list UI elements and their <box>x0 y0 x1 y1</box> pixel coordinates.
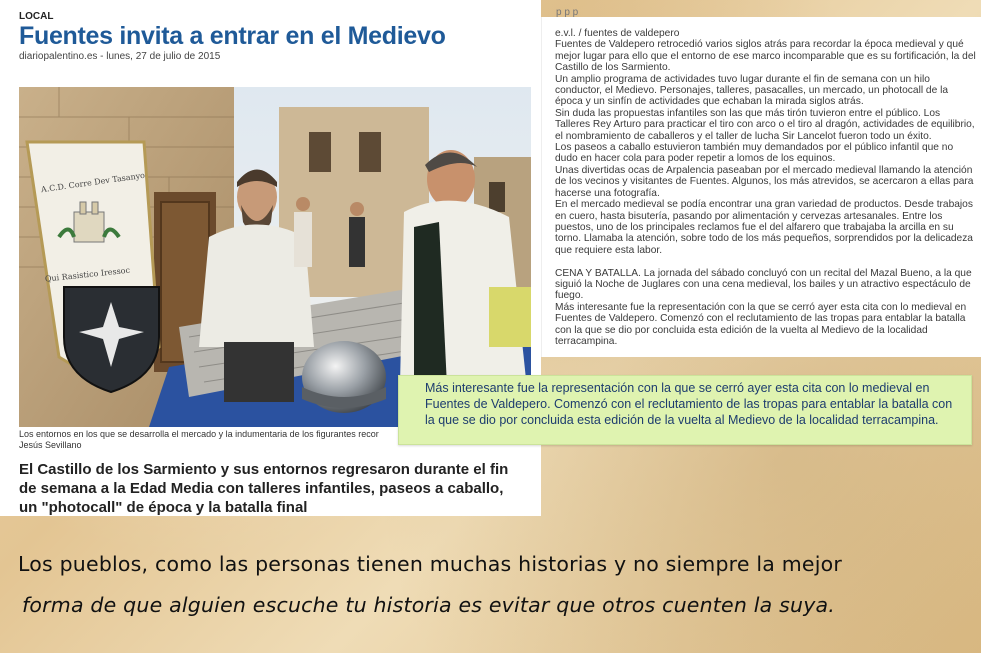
body-paragraph: e.v.l. / fuentes de valdepero <box>555 28 680 39</box>
highlighted-quote: Más interesante fue la representación con la que se cerró ayer esta cita con lo medieval en Fuentes de Valdepero. Comenzó con el reclutamiento de las tropas para entablar la batalla con la que se dio por concluida esta edición de la vuelta al Medievo de la localidad terracampina. <box>398 375 972 445</box>
body-paragraph: CENA Y BATALLA. La jornada del sábado concluyó con un recital del Mazal Bueno, a la que siguió la Noche de Juglares con una cena medieval, los bailes y un atractivo espectáculo de fuego. <box>555 267 972 302</box>
photo-caption <box>19 429 404 451</box>
banner-line-1: Los pueblos, como las personas tienen muchas historias y no siempre la mejor <box>18 552 842 576</box>
banner-text-bottom: Qui Rasistico Iressoc <box>44 265 131 284</box>
article-body-card <box>541 17 981 357</box>
body-paragraph: Los paseos a caballo estuvieron también muy demandados por el público infantil que no dudo en hacer cola para poder repetir a lomos de los equinos. <box>555 142 954 165</box>
body-paragraph: Un amplio programa de actividades tuvo lugar durante el fin de semana con un hilo conductor, el Medievo. Personajes, talleres, pasacalles, un mercado, un photocall de la época y un sinfín de actividades que echaban la mirada siglos atrás. <box>555 73 949 108</box>
section-label: LOCAL <box>19 11 54 22</box>
quote-banner <box>0 524 981 653</box>
article-headline: Fuentes invita a entrar en el Medievo <box>19 22 446 50</box>
article-byline: diariopalentino.es - lunes, 27 de julio de 2015 <box>19 51 221 62</box>
article-subhead: El Castillo de los Sarmiento y sus entornos regresaron durante el fin de semana a la Edad Media con talleres infantiles, paseos a caballo, un "photocall" de época y la batalla final <box>19 461 509 516</box>
body-paragraph: Unas divertidas ocas de Arpalencia paseaban por el mercado medieval llamando la atención de los vecinos y visitantes de Fuentes. Algunos, los más atrevidos, se acercaron a ellas para hacerse una fotografía. <box>555 164 974 199</box>
body-paragraph: Sin duda las propuestas infantiles son las que más tirón tuvieron entre el público. Los Talleres Rey Arturo para practicar el tiro con arco o el tiro al dragón, actividades de equilibrio, el nombramiento de caballeros y el taller de lucha Sir Lancelot fueron todo un éxito. <box>555 107 975 142</box>
caption-credit: Jesús Sevillano <box>19 440 82 450</box>
paragraph-gap <box>555 256 977 267</box>
body-paragraph: En el mercado medieval se podía encontrar una gran variedad de productos. Desde trabajos en cuero, hasta bisutería, pasando por alimentación y cervezas artesanales. Entre los puestos, uno de los principales reclamos fue el del alfarero que trabajaba la arcilla en su torno. Llamaba la atención, sobre todo de los más pequeños, sorprendidos por la delicadeza que requiere esta labor. <box>555 199 973 256</box>
cut-text-top: p p p <box>556 9 579 17</box>
article-body <box>555 28 977 347</box>
body-paragraph: Fuentes de Valdepero retrocedió varios siglos atrás para recordar la época medieval y qué mejor lugar para ello que el entorno de ese marco incomparable que es su fortificación, la del Castillo de los Sarmiento. <box>555 39 976 74</box>
caption-text: Los entornos en los que se desarrolla el mercado y la indumentaria de los figurantes recor <box>19 429 379 439</box>
body-paragraph: Más interesante fue la representación con la que se cerró ayer esta cita con lo medieval en Fuentes de Valdepero. Comenzó con el reclutamiento de las tropas para entablar la batalla con la que se dio por concluida esta edición de la vuelta al Medievo de la localidad terracampina. <box>555 301 967 347</box>
banner-text-top: A.C.D. Corre Dev Tasanyo <box>40 170 146 195</box>
banner-line-2: forma de que alguien escuche tu historia es evitar que otros cuenten la suya. <box>22 593 835 617</box>
